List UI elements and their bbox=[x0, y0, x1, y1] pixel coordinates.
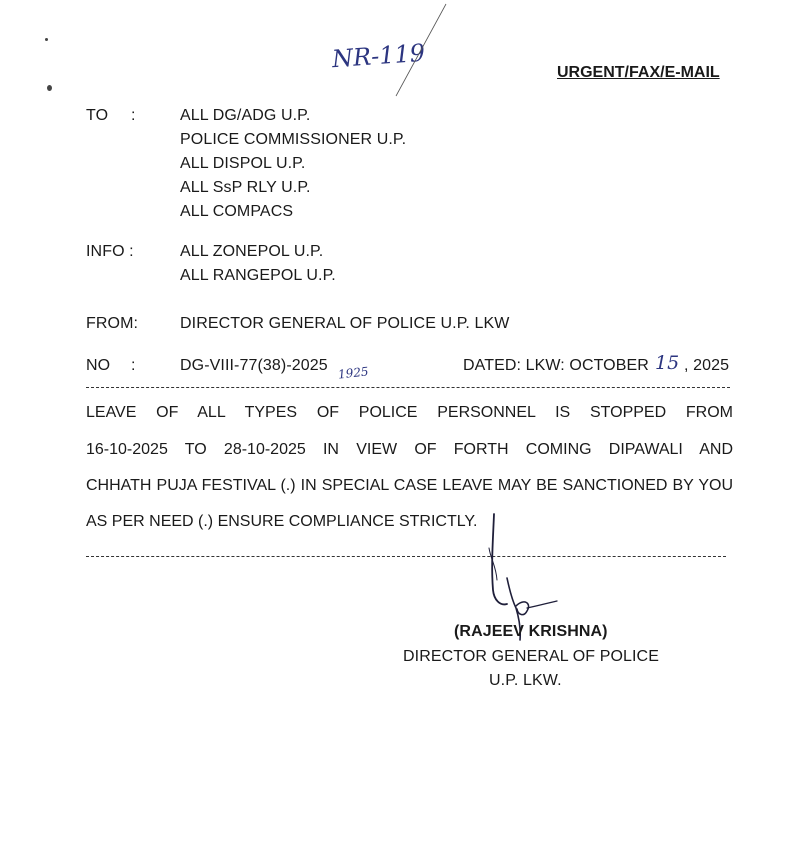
handwritten-file-note: NR-119 bbox=[331, 38, 426, 74]
info-recipient: ALL RANGEPOL U.P. bbox=[180, 267, 336, 284]
reference-label: NO bbox=[86, 357, 111, 374]
message-line: LEAVE OF ALL TYPES OF POLICE PERSONNEL IS STOPPED FROM bbox=[86, 404, 733, 421]
dated-year: , 2025 bbox=[684, 357, 730, 374]
to-recipient: ALL DG/ADG U.P. bbox=[180, 107, 311, 124]
info-label: INFO : bbox=[86, 243, 134, 260]
handwritten-dispatch-number: 1925 bbox=[337, 364, 370, 382]
dated-label: DATED: LKW: OCTOBER bbox=[463, 357, 649, 374]
to-label: TO bbox=[86, 107, 109, 124]
to-colon: : bbox=[131, 107, 136, 124]
signatory-name: (RAJEEV KRISHNA) bbox=[454, 623, 608, 640]
to-recipient: POLICE COMMISSIONER U.P. bbox=[180, 131, 407, 148]
reference-number: DG-VIII-77(38)-2025 bbox=[180, 357, 328, 374]
signatory-place: U.P. LKW. bbox=[489, 672, 562, 689]
info-recipient: ALL ZONEPOL U.P. bbox=[180, 243, 324, 260]
to-recipient: ALL DISPOL U.P. bbox=[180, 155, 306, 172]
from-value: DIRECTOR GENERAL OF POLICE U.P. LKW bbox=[180, 315, 510, 332]
urgency-heading: URGENT/FAX/E-MAIL bbox=[557, 64, 720, 81]
to-recipient: ALL COMPACS bbox=[180, 203, 294, 220]
message-line: 16-10-2025 TO 28-10-2025 IN VIEW OF FORTH COMING DIPAWALI AND bbox=[86, 441, 733, 458]
reference-colon: : bbox=[131, 357, 136, 374]
handwritten-date-day: 15 bbox=[655, 352, 680, 374]
from-label: FROM: bbox=[86, 315, 139, 332]
to-recipient: ALL SsP RLY U.P. bbox=[180, 179, 311, 196]
message-line: AS PER NEED (.) ENSURE COMPLIANCE STRICTLY. bbox=[86, 513, 478, 530]
message-line: CHHATH PUJA FESTIVAL (.) IN SPECIAL CASE LEAVE MAY BE SANCTIONED BY YOU bbox=[86, 477, 733, 494]
signatory-designation: DIRECTOR GENERAL OF POLICE bbox=[403, 648, 659, 665]
